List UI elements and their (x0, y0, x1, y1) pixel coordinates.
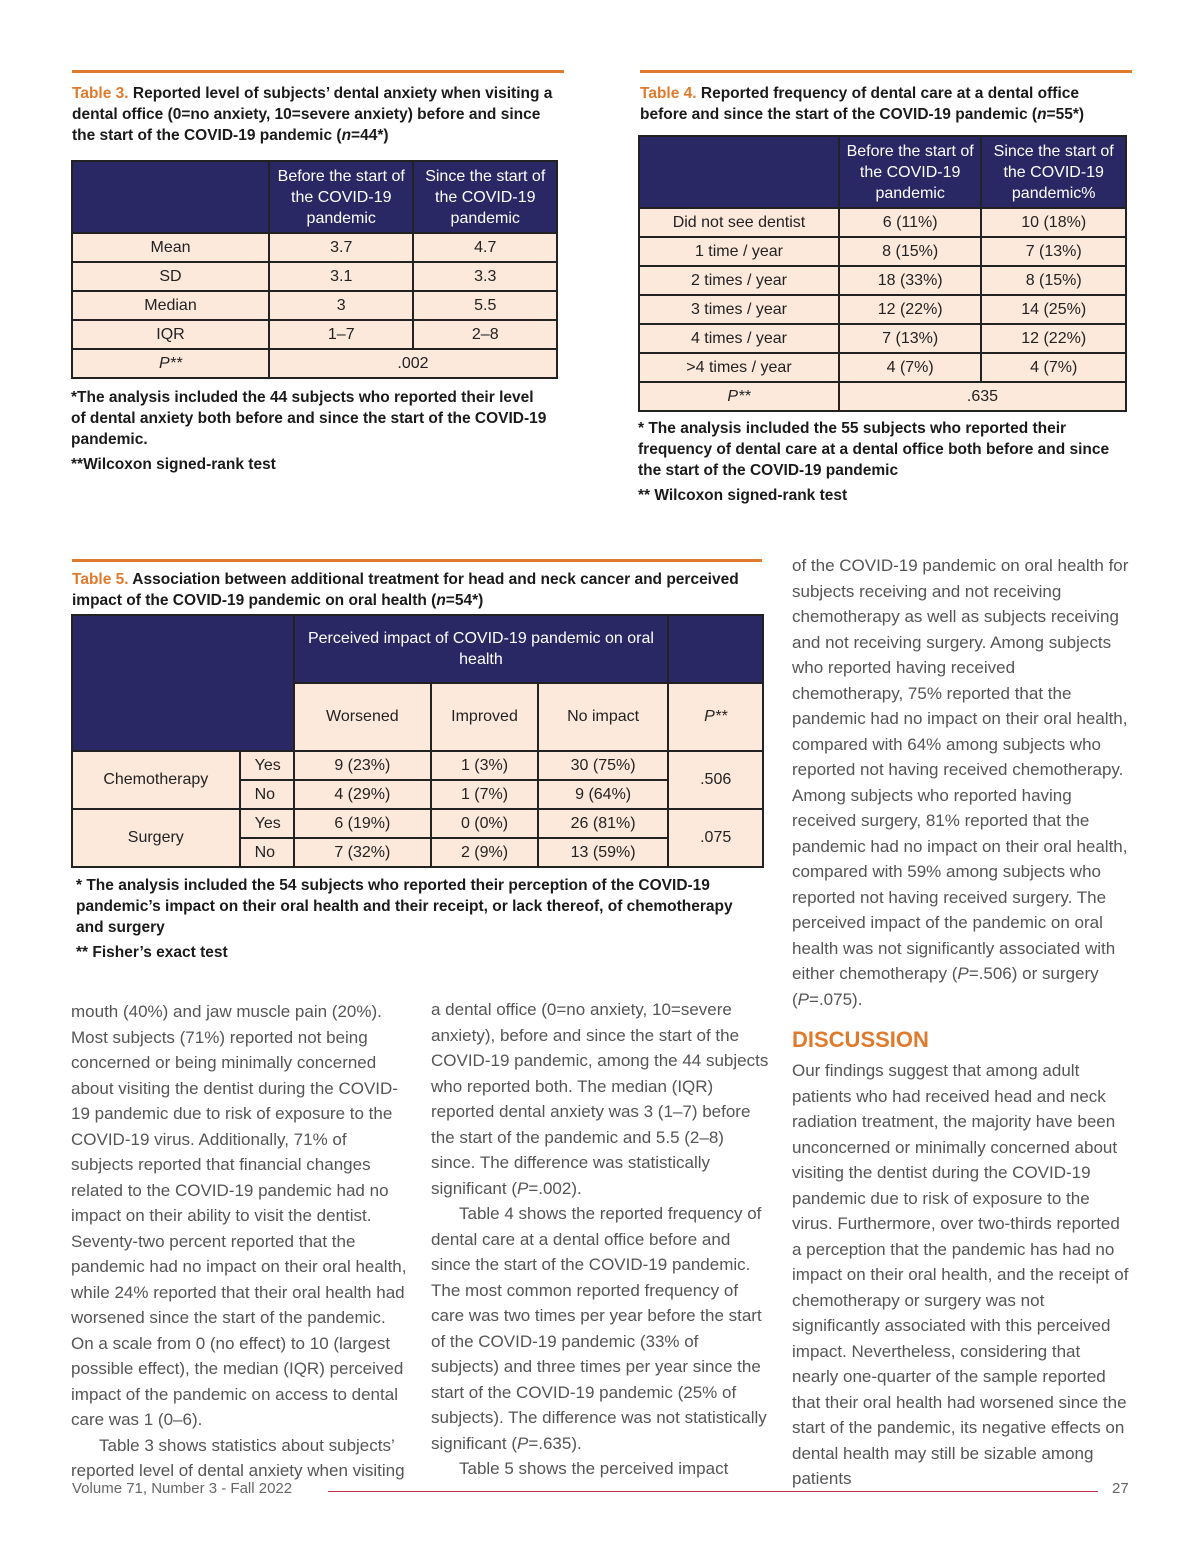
table-row: IQR 1–7 2–8 (72, 320, 557, 349)
table-row: >4 times / year 4 (7%) 4 (7%) (639, 353, 1126, 382)
table3-corner (72, 161, 269, 233)
right-column-top (792, 553, 1130, 1492)
table-row: 1 time / year 8 (15%) 7 (13%) (639, 237, 1126, 266)
table-row: Median 3 5.5 (72, 291, 557, 320)
table4-corner (639, 136, 839, 208)
table3-header-since: Since the start of the COVID-19 pandemic (413, 161, 557, 233)
table5-p-surgery: .075 (668, 809, 763, 867)
discussion-heading: DISCUSSION (792, 1027, 929, 1052)
table4-note1: * The analysis included the 55 subjects who reported their frequency of dental care at a dental office both before and since the start of the COVID-19 pandemic (638, 420, 1110, 479)
table-row: Did not see dentist 6 (11%) 10 (18%) (639, 208, 1126, 237)
table3-p-label: P** (72, 349, 269, 378)
footer-rule (328, 1491, 1098, 1492)
table-row: 3 times / year 12 (22%) 14 (25%) (639, 295, 1126, 324)
table-row: No 7 (32%) 2 (9%) 13 (59%) (72, 838, 763, 867)
table3-p-value: .002 (269, 349, 557, 378)
table3-note2: **Wilcoxon signed-rank test (71, 456, 276, 473)
paragraph: Table 4 shows the reported frequency of dental care at a dental office before and since the start of the COVID-19 pandemic. The most common reported frequency of care was two times per year before the start of the COVID-19 pandemic (33% of subjects) and three times per year since the start of the COVID-19 pandemic (25% of subjects). The difference was not statistically significant (P=.635). (431, 1204, 767, 1453)
table5-caption: Table 5. Association between additional treatment for head and neck cancer and perceived impact of the COVID-19 pandemic on oral health (n=54*) (72, 571, 739, 609)
paragraph: Table 5 shows the perceived impact (459, 1459, 729, 1478)
table5-group-header: Perceived impact of COVID-19 pandemic on oral health (294, 615, 669, 683)
table3-caption: Table 3. Reported level of subjects’ dental anxiety when visiting a dental office (0=no anxiety, 10=severe anxiety) before and since the start of the COVID-19 pandemic (n=44*) (72, 85, 553, 144)
table-row: Chemotherapy Yes 9 (23%) 1 (3%) 30 (75%) .506 (72, 751, 763, 780)
table4-header-before: Before the start of the COVID-19 pandemic (839, 136, 981, 208)
table4-header-since: Since the start of the COVID-19 pandemic% (981, 136, 1126, 208)
table4 (638, 135, 1127, 412)
page-number: 27 (1112, 1480, 1129, 1497)
table5-p-header: P** (668, 683, 763, 751)
table5-subheader-improved: Improved (431, 683, 538, 751)
table-row: Surgery Yes 6 (19%) 0 (0%) 26 (81%) .075 (72, 809, 763, 838)
table5-p-header-top (668, 615, 763, 683)
table3-header-before: Before the start of the COVID-19 pandemic (269, 161, 413, 233)
middle-column (431, 997, 771, 1482)
table-row: 4 times / year 7 (13%) 12 (22%) (639, 324, 1126, 353)
table5-group-surgery: Surgery (72, 809, 240, 867)
paragraph: a dental office (0=no anxiety, 10=severe anxiety), before and since the start of the COVID-19 pandemic, among the 44 subjects who reported both. The median (IQR) reported dental anxiety was 3 (1–7) before the start of the pandemic and 5.5 (2–8) since. The difference was statistically significant (P=.002). (431, 1000, 769, 1198)
table5-note1: * The analysis included the 54 subjects who reported their perception of the COVID-19 pandemic’s impact on their oral health and their receipt, or lack thereof, of chemotherapy and surgery (76, 877, 733, 936)
discussion-paragraph: Our findings suggest that among adult patients who had received head and neck radiation treatment, the majority have been unconcerned or minimally concerned about visiting the dentist during the COVID-19 pandemic due to risk of exposure to the virus. Furthermore, over two-thirds reported a perception that the pandemic has had no impact on their oral health, and the receipt of chemotherapy or surgery was not significantly associated with this perceived impact. Nevertheless, considering that nearly one-quarter of the sample reported that their oral health had worsened since the start of the pandemic, its negative effects on dental health may still be sizable among patients (792, 1061, 1129, 1488)
table5-notes (76, 875, 764, 967)
table3-rule (72, 70, 564, 73)
table4-rule (640, 70, 1132, 73)
table5 (71, 614, 764, 868)
table-row: No 4 (29%) 1 (7%) 9 (64%) (72, 780, 763, 809)
table4-p-label: P** (639, 382, 839, 411)
table4-p-row (639, 382, 1126, 411)
paragraph: Table 3 shows statistics about subjects’ reported level of dental anxiety when visiting (71, 1435, 405, 1480)
table5-subheader-worsened: Worsened (294, 683, 432, 751)
table4-label: Table 4. (640, 85, 697, 102)
footer-issue: Volume 71, Number 3 - Fall 2022 (72, 1480, 293, 1497)
table3-p-row (72, 349, 557, 378)
table4-caption: Table 4. Reported frequency of dental care at a dental office before and since the start of the COVID-19 pandemic (n=55*) (640, 85, 1085, 123)
table3 (71, 160, 558, 379)
table5-corner (72, 615, 294, 751)
table3-notes (71, 387, 551, 479)
table-row: SD 3.1 3.3 (72, 262, 557, 291)
table5-p-chemotherapy: .506 (668, 751, 763, 809)
left-column (71, 999, 411, 1484)
table5-rule (72, 559, 762, 562)
paragraph: of the COVID-19 pandemic on oral health for subjects receiving and not receiving chemotherapy as well as subjects receiving and not receiving surgery. Among subjects who reported having received chemotherapy, 75% reported that the pandemic had no impact on their oral health, compared with 64% among subjects who reported not having received chemotherapy. Among subjects who reported having received surgery, 81% reported that the pandemic had no impact on their oral health, compared with 59% among subjects who reported not having received surgery. The perceived impact of the pandemic on oral health was not significantly associated with either chemotherapy (P=.506) or surgery (P=.075). (792, 556, 1129, 1009)
table3-note1: *The analysis included the 44 subjects who reported their level of dental anxiety both before and since the start of the COVID-19 pandemic. (71, 389, 547, 448)
table5-subheader-no-impact: No impact (538, 683, 668, 751)
table4-p-value: .635 (839, 382, 1126, 411)
table5-group-chemotherapy: Chemotherapy (72, 751, 240, 809)
table-row: 2 times / year 18 (33%) 8 (15%) (639, 266, 1126, 295)
table3-label: Table 3. (72, 85, 129, 102)
table5-label: Table 5. (72, 571, 129, 588)
table-row: Mean 3.7 4.7 (72, 233, 557, 262)
table5-note2: ** Fisher’s exact test (76, 944, 228, 961)
table4-notes (638, 418, 1130, 510)
paragraph: mouth (40%) and jaw muscle pain (20%). Most subjects (71%) reported not being concerned or being minimally concerned about visiting the dentist during the COVID-19 pandemic due to risk of exposure to the COVID-19 virus. Additionally, 71% of subjects reported that financial changes related to the COVID-19 pandemic had no impact on their ability to visit the dentist. Seventy-two percent reported that the pandemic had no impact on their oral health, while 24% reported that their oral health had worsened since the start of the pandemic. On a scale from 0 (no effect) to 10 (largest possible effect), the median (IQR) perceived impact of the pandemic on access to dental care was 1 (0–6). (71, 1002, 407, 1429)
table4-note2: ** Wilcoxon signed-rank test (638, 487, 848, 504)
